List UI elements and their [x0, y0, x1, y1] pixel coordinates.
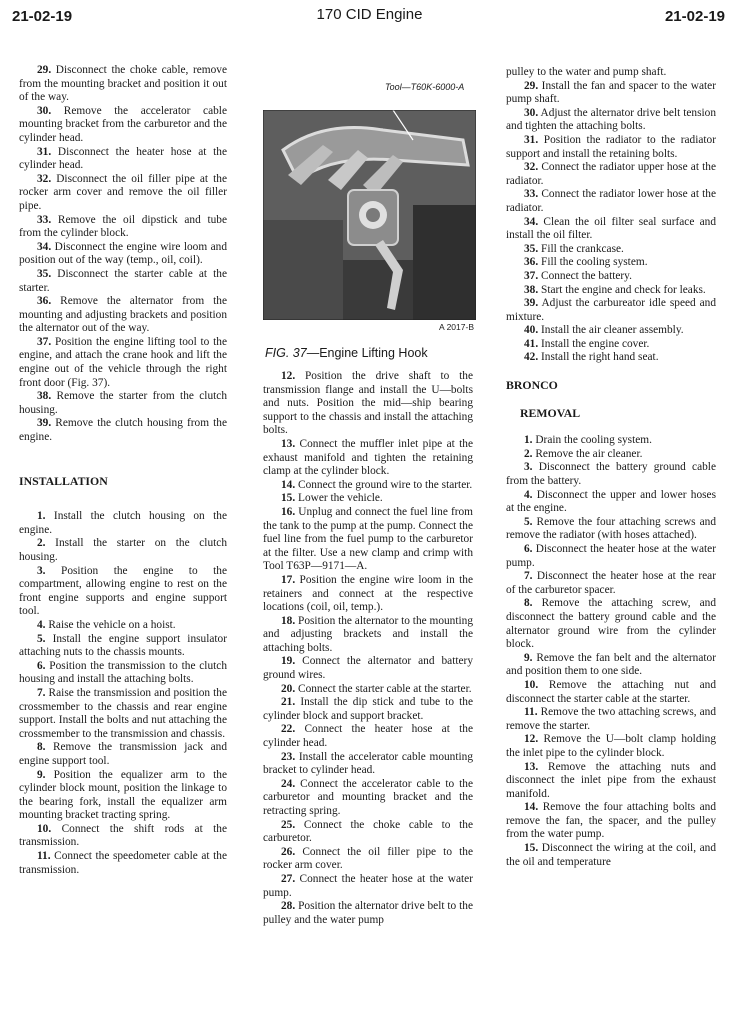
step-text: Connect the oil filler pipe to the rocker arm cover. — [263, 845, 473, 872]
step-item — [506, 80, 716, 107]
step-number: 42. — [524, 351, 539, 364]
step-number: 33. — [37, 213, 52, 226]
step-number: 13. — [281, 437, 296, 450]
step-item — [19, 295, 227, 336]
figure-caption-text: —Engine Lifting Hook — [306, 346, 428, 360]
step-number: 15. — [524, 842, 539, 855]
step-number: 10. — [37, 822, 52, 835]
step-number: 36. — [524, 256, 539, 269]
step-item — [19, 214, 227, 241]
step-number: 9. — [524, 651, 533, 664]
page-number-right: 21-02-19 — [664, 8, 725, 25]
step-item — [263, 438, 473, 479]
step-text: Remove the four attaching screws and remove the radiator (with hoses attached). — [506, 515, 716, 542]
column-2 — [263, 370, 473, 927]
step-text: Position the equalizer arm to the cylinder block mount, position the linkage to the bearing fork, install the equalizer arm mounting bracket tracting spring. — [19, 768, 227, 822]
step-text: Connect the ground wire to the starter. — [295, 478, 473, 491]
step-number: 7. — [524, 570, 533, 583]
step-item — [506, 733, 716, 760]
step-text: Disconnect the heater hose at the rear of the carburetor spacer. — [506, 570, 716, 596]
step-number: 6. — [524, 543, 533, 555]
installation-steps-continued — [263, 370, 473, 927]
step-item — [506, 516, 716, 543]
step-number: 1. — [524, 434, 533, 447]
step-item — [506, 351, 716, 365]
step-item — [263, 778, 473, 819]
page-title: 170 CID Engine — [316, 6, 423, 23]
step-number: 27. — [281, 872, 296, 885]
step-text: Remove the clutch housing from the engine. — [19, 417, 227, 444]
step-number: 37. — [37, 335, 52, 348]
step-item — [506, 188, 716, 215]
step-number: 8. — [524, 597, 533, 610]
step-number: 16. — [281, 505, 296, 518]
step-item — [506, 161, 716, 188]
step-text: Raise the vehicle on a hoist. — [45, 618, 176, 631]
step-item — [506, 256, 716, 270]
step-number: 31. — [524, 133, 539, 146]
step-text: Lower the vehicle. — [295, 492, 383, 505]
step-text: Remove the accelerator cable mounting bracket from the carburetor and the cylinder head. — [19, 104, 227, 144]
step-number: 39. — [37, 417, 52, 430]
figure-number: FIG. 37 — [265, 346, 307, 360]
step-number: 14. — [524, 801, 539, 814]
step-item — [19, 64, 227, 105]
step-item — [19, 390, 227, 417]
step-text: Position the alternator drive belt to the pulley and the water pump — [263, 900, 473, 926]
step-item — [19, 336, 227, 390]
step-number: 38. — [524, 283, 539, 296]
step-number: 2. — [37, 537, 46, 550]
step-number: 23. — [281, 750, 296, 763]
step-text: Fill the cooling system. — [538, 256, 648, 269]
step-number: 33. — [524, 188, 539, 201]
step-text: Position the engine wire loom in the retainers and connect at the respective locations (coil, oil, temp.). — [263, 573, 473, 614]
step-item — [506, 324, 716, 338]
step-text: Install the accelerator cable mounting bracket to cylinder head. — [263, 750, 473, 777]
step-item — [263, 479, 473, 493]
step-number: 39. — [524, 297, 539, 310]
installation-steps — [19, 510, 227, 877]
step-text: Connect the heater hose at the water pump. — [263, 872, 473, 899]
step-text: Connect the muffler inlet pipe at the exhaust manifold and tighten the retaining clamp at the cylinder block. — [263, 437, 473, 478]
step-item — [506, 270, 716, 284]
step-text: Disconnect the upper and lower hoses at the engine. — [506, 488, 716, 515]
step-text: Position the alternator to the mounting and adjusting brackets and install the attaching bolts. — [263, 614, 473, 654]
step-item — [19, 619, 227, 633]
step-item — [263, 683, 473, 697]
step-number: 30. — [524, 106, 539, 119]
step-item — [263, 900, 473, 927]
step-text: Remove the fan belt and the alternator and position them to one side. — [506, 651, 716, 678]
installation-steps-end — [506, 80, 716, 365]
step-number: 29. — [524, 79, 539, 92]
step-number: 22. — [281, 723, 296, 736]
step-text: Remove the two attaching screws, and remove the starter. — [506, 706, 716, 732]
step-number: 13. — [524, 760, 539, 773]
step-number: 36. — [37, 295, 52, 308]
step-text: Disconnect the starter cable at the starter. — [19, 267, 227, 294]
step-number: 37. — [524, 269, 539, 282]
step-item — [19, 565, 227, 619]
step-item — [263, 696, 473, 723]
step-item — [19, 823, 227, 850]
engine-photo-illustration — [263, 110, 476, 320]
step-number: 30. — [37, 104, 52, 117]
step-text: Connect the radiator lower hose at the radiator. — [506, 188, 716, 214]
step-number: 14. — [281, 478, 296, 491]
step-text: Connect the heater hose at the cylinder head. — [263, 723, 473, 750]
step-item — [19, 241, 227, 268]
step-item — [506, 842, 716, 869]
step-item — [506, 134, 716, 161]
step-number: 34. — [524, 215, 539, 228]
step-number: 32. — [524, 161, 539, 174]
step-number: 11. — [524, 706, 538, 719]
step-item — [19, 660, 227, 687]
step-number: 8. — [37, 741, 46, 754]
step-item — [19, 537, 227, 564]
step-number: 35. — [524, 242, 539, 255]
step-item — [19, 417, 227, 444]
step-item — [19, 173, 227, 214]
step-item — [263, 846, 473, 873]
step-number: 35. — [37, 267, 52, 280]
step-item — [19, 687, 227, 741]
step-text: Install the air cleaner assembly. — [538, 324, 684, 337]
step-text: Position the engine lifting tool to the engine, and attach the crane hook and lift the engine out of the vehicle through the right front door (Fig. 37). — [19, 335, 227, 389]
continued-text: pulley to the water and pump shaft. — [506, 66, 667, 78]
step-item — [19, 105, 227, 146]
removal-heading: REMOVAL — [520, 405, 581, 420]
step-text: Disconnect the wiring at the coil, and the oil and temperature — [506, 842, 716, 868]
step-text: Start the engine and check for leaks. — [538, 283, 706, 296]
step-number: 38. — [37, 390, 52, 403]
step-number: 26. — [281, 845, 296, 858]
step-text: Remove the four attaching bolts and remove the fan, the spacer, and the pulley from the water pump. — [506, 801, 716, 841]
step-number: 4. — [524, 488, 533, 501]
step-item — [263, 370, 473, 438]
step-item — [506, 652, 716, 679]
step-item — [506, 338, 716, 352]
step-item — [19, 146, 227, 173]
step-text: Disconnect the heater hose at the cylinder head. — [19, 145, 227, 172]
step-text: Connect the speedometer cable at the transmission. — [19, 850, 227, 876]
step-text: Remove the alternator from the mounting and adjusting brackets and position the alternator out of the way. — [19, 295, 227, 335]
step-item — [506, 216, 716, 243]
step-text: Remove the U—bolt clamp holding the inlet pipe to the cylinder block. — [506, 733, 716, 759]
step-text: Clean the oil filter seal surface and install the oil filter. — [506, 215, 716, 242]
tool-callout-label: Tool—T60K-6000-A — [385, 82, 465, 92]
step-number: 40. — [524, 324, 539, 337]
step-text: Adjust the carbureator idle speed and mixture. — [506, 297, 716, 323]
step-number: 41. — [524, 337, 539, 350]
step-text: Connect the radiator upper hose at the radiator. — [506, 161, 716, 187]
step-text: Remove the transmission jack and engine support tool. — [19, 741, 227, 767]
step-number: 24. — [281, 777, 296, 790]
step-item — [19, 268, 227, 295]
step-number: 10. — [524, 678, 539, 691]
step-item — [506, 448, 716, 462]
step-text: Install the engine cover. — [538, 337, 650, 350]
step-text: Position the radiator to the radiator support and install the retaining bolts. — [506, 133, 716, 160]
step-number: 34. — [37, 240, 52, 253]
figure-37 — [263, 80, 476, 335]
step-number: 21. — [281, 696, 296, 709]
step-item — [263, 574, 473, 615]
step-text: Install the starter on the clutch housing. — [19, 537, 227, 563]
engine-lifting-hook-photo — [263, 110, 476, 320]
step-text: Fill the crankcase. — [538, 242, 624, 255]
step-item — [506, 706, 716, 733]
step-number: 4. — [37, 618, 46, 631]
removal-steps-continued — [19, 64, 227, 445]
step-item — [506, 434, 716, 448]
step-text: Connect the choke cable to the carburetor. — [263, 818, 473, 845]
step-text: Remove the starter from the clutch housing. — [19, 390, 227, 416]
step-number: 12. — [281, 370, 296, 382]
step-item — [506, 107, 716, 134]
step-number: 32. — [37, 172, 52, 185]
step-item — [263, 506, 473, 574]
step-text: Drain the cooling system. — [532, 434, 652, 447]
step-number: 7. — [37, 686, 46, 699]
step-item — [506, 801, 716, 842]
step-number: 5. — [524, 515, 533, 528]
step-number: 20. — [281, 682, 296, 695]
step-item — [263, 819, 473, 846]
step-text: Unplug and connect the fuel line from the tank to the pump at the pump. Connect the fuel line from the fuel pump to the carburetor at the filter. Use a new clamp and crimp with Tool T63P—9171—A. — [263, 505, 473, 573]
page-number-left: 21-02-19 — [12, 8, 73, 25]
step-number: 17. — [281, 573, 296, 586]
step-number: 31. — [37, 145, 52, 158]
step-text: Connect the accelerator cable to the carburetor and mounting bracket and the retracting spring. — [263, 777, 473, 817]
step-item — [263, 615, 473, 656]
step-text: Install the dip stick and tube to the cylinder block and support bracket. — [263, 696, 473, 722]
step-number: 3. — [524, 461, 533, 474]
step-text: Raise the transmission and position the crossmember to the chassis and rear engine support. Install the bolts and nut attaching the crossmember to the transmission and chassis. — [19, 686, 227, 740]
step-text: Disconnect the choke cable, remove from the mounting bracket and position it out of the way. — [19, 64, 227, 104]
step-text: Connect the shift rods at the transmission. — [19, 822, 227, 849]
step-item — [263, 655, 473, 682]
step-text: Disconnect the engine wire loom and position out of the way (temp., oil, coil). — [19, 240, 227, 267]
step-number: 6. — [37, 659, 46, 672]
step-text: Position the engine to the compartment, allowing engine to rest on the front engine supports and engine support tool. — [19, 564, 227, 618]
step-number: 1. — [37, 510, 46, 523]
step-number: 29. — [37, 64, 52, 76]
step-text: Remove the attaching nuts and disconnect the inlet pipe from the exhaust manifold. — [506, 760, 716, 800]
step-item — [263, 873, 473, 900]
step-item — [506, 461, 716, 488]
step-text: Connect the starter cable at the starter. — [295, 682, 472, 695]
step-number: 28. — [281, 900, 296, 913]
step-item — [506, 570, 716, 597]
step-item — [19, 741, 227, 768]
column-3 — [506, 66, 716, 869]
step-text: Remove the attaching nut and disconnect the starter cable at the starter. — [506, 678, 716, 705]
step-number: 15. — [281, 492, 296, 505]
figure-caption — [265, 346, 428, 360]
step-text: Remove the attaching screw, and disconnect the battery ground cable and the alternator ground wire from the cylinder block. — [506, 597, 716, 651]
step-text: Position the drive shaft to the transmission flange and install the U—bolts and nuts. Position the mid—ship bearing support to the chassis and install the attaching bolts. — [263, 370, 473, 437]
column-1 — [19, 64, 227, 877]
step-item — [506, 543, 716, 570]
step-text: Adjust the alternator drive belt tension and tighten the attaching bolts. — [506, 106, 716, 133]
step-text: Install the clutch housing on the engine. — [19, 510, 227, 536]
step-item — [506, 597, 716, 651]
step-text: Disconnect the battery ground cable from the battery. — [506, 461, 716, 488]
step-text: Connect the battery. — [538, 269, 632, 282]
step-text: Disconnect the oil filler pipe at the rocker arm cover and remove the oil filler pipe. — [19, 172, 227, 212]
step-text: Disconnect the heater hose at the water pump. — [506, 543, 716, 569]
step-number: 25. — [281, 818, 296, 831]
installation-heading: INSTALLATION — [19, 473, 108, 488]
step-item — [19, 633, 227, 660]
step-item — [19, 510, 227, 537]
step-number: 12. — [524, 733, 539, 746]
step-item — [506, 489, 716, 516]
figure-code: A 2017-B — [439, 322, 474, 332]
bronco-heading: BRONCO — [506, 378, 558, 393]
step-number: 3. — [37, 564, 46, 577]
step-text: Remove the air cleaner. — [532, 447, 643, 460]
step-text: Connect the alternator and battery ground wires. — [263, 655, 473, 682]
step-item — [506, 679, 716, 706]
step-text: Remove the oil dipstick and tube from the cylinder block. — [19, 213, 227, 240]
step-item — [506, 243, 716, 257]
bronco-removal-steps — [506, 434, 716, 869]
step-item — [263, 751, 473, 778]
step-item — [506, 284, 716, 298]
step-item — [263, 492, 473, 506]
step-text: Install the fan and spacer to the water pump shaft. — [506, 79, 716, 106]
step-text: Position the transmission to the clutch housing and install the attaching bolts. — [19, 659, 227, 686]
step-number: 2. — [524, 447, 533, 460]
step-item — [506, 761, 716, 802]
step-item — [19, 769, 227, 823]
step-number: 9. — [37, 768, 46, 781]
step-text: Install the engine support insulator attaching nuts to the chassis mounts. — [19, 632, 227, 659]
step-text: Install the right hand seat. — [538, 351, 659, 364]
step-number: 18. — [281, 614, 296, 627]
step-item — [19, 850, 227, 877]
step-number: 11. — [37, 850, 51, 863]
step-item — [506, 297, 716, 324]
step-item — [263, 723, 473, 750]
step-number: 5. — [37, 632, 46, 645]
step-number: 19. — [281, 655, 296, 668]
